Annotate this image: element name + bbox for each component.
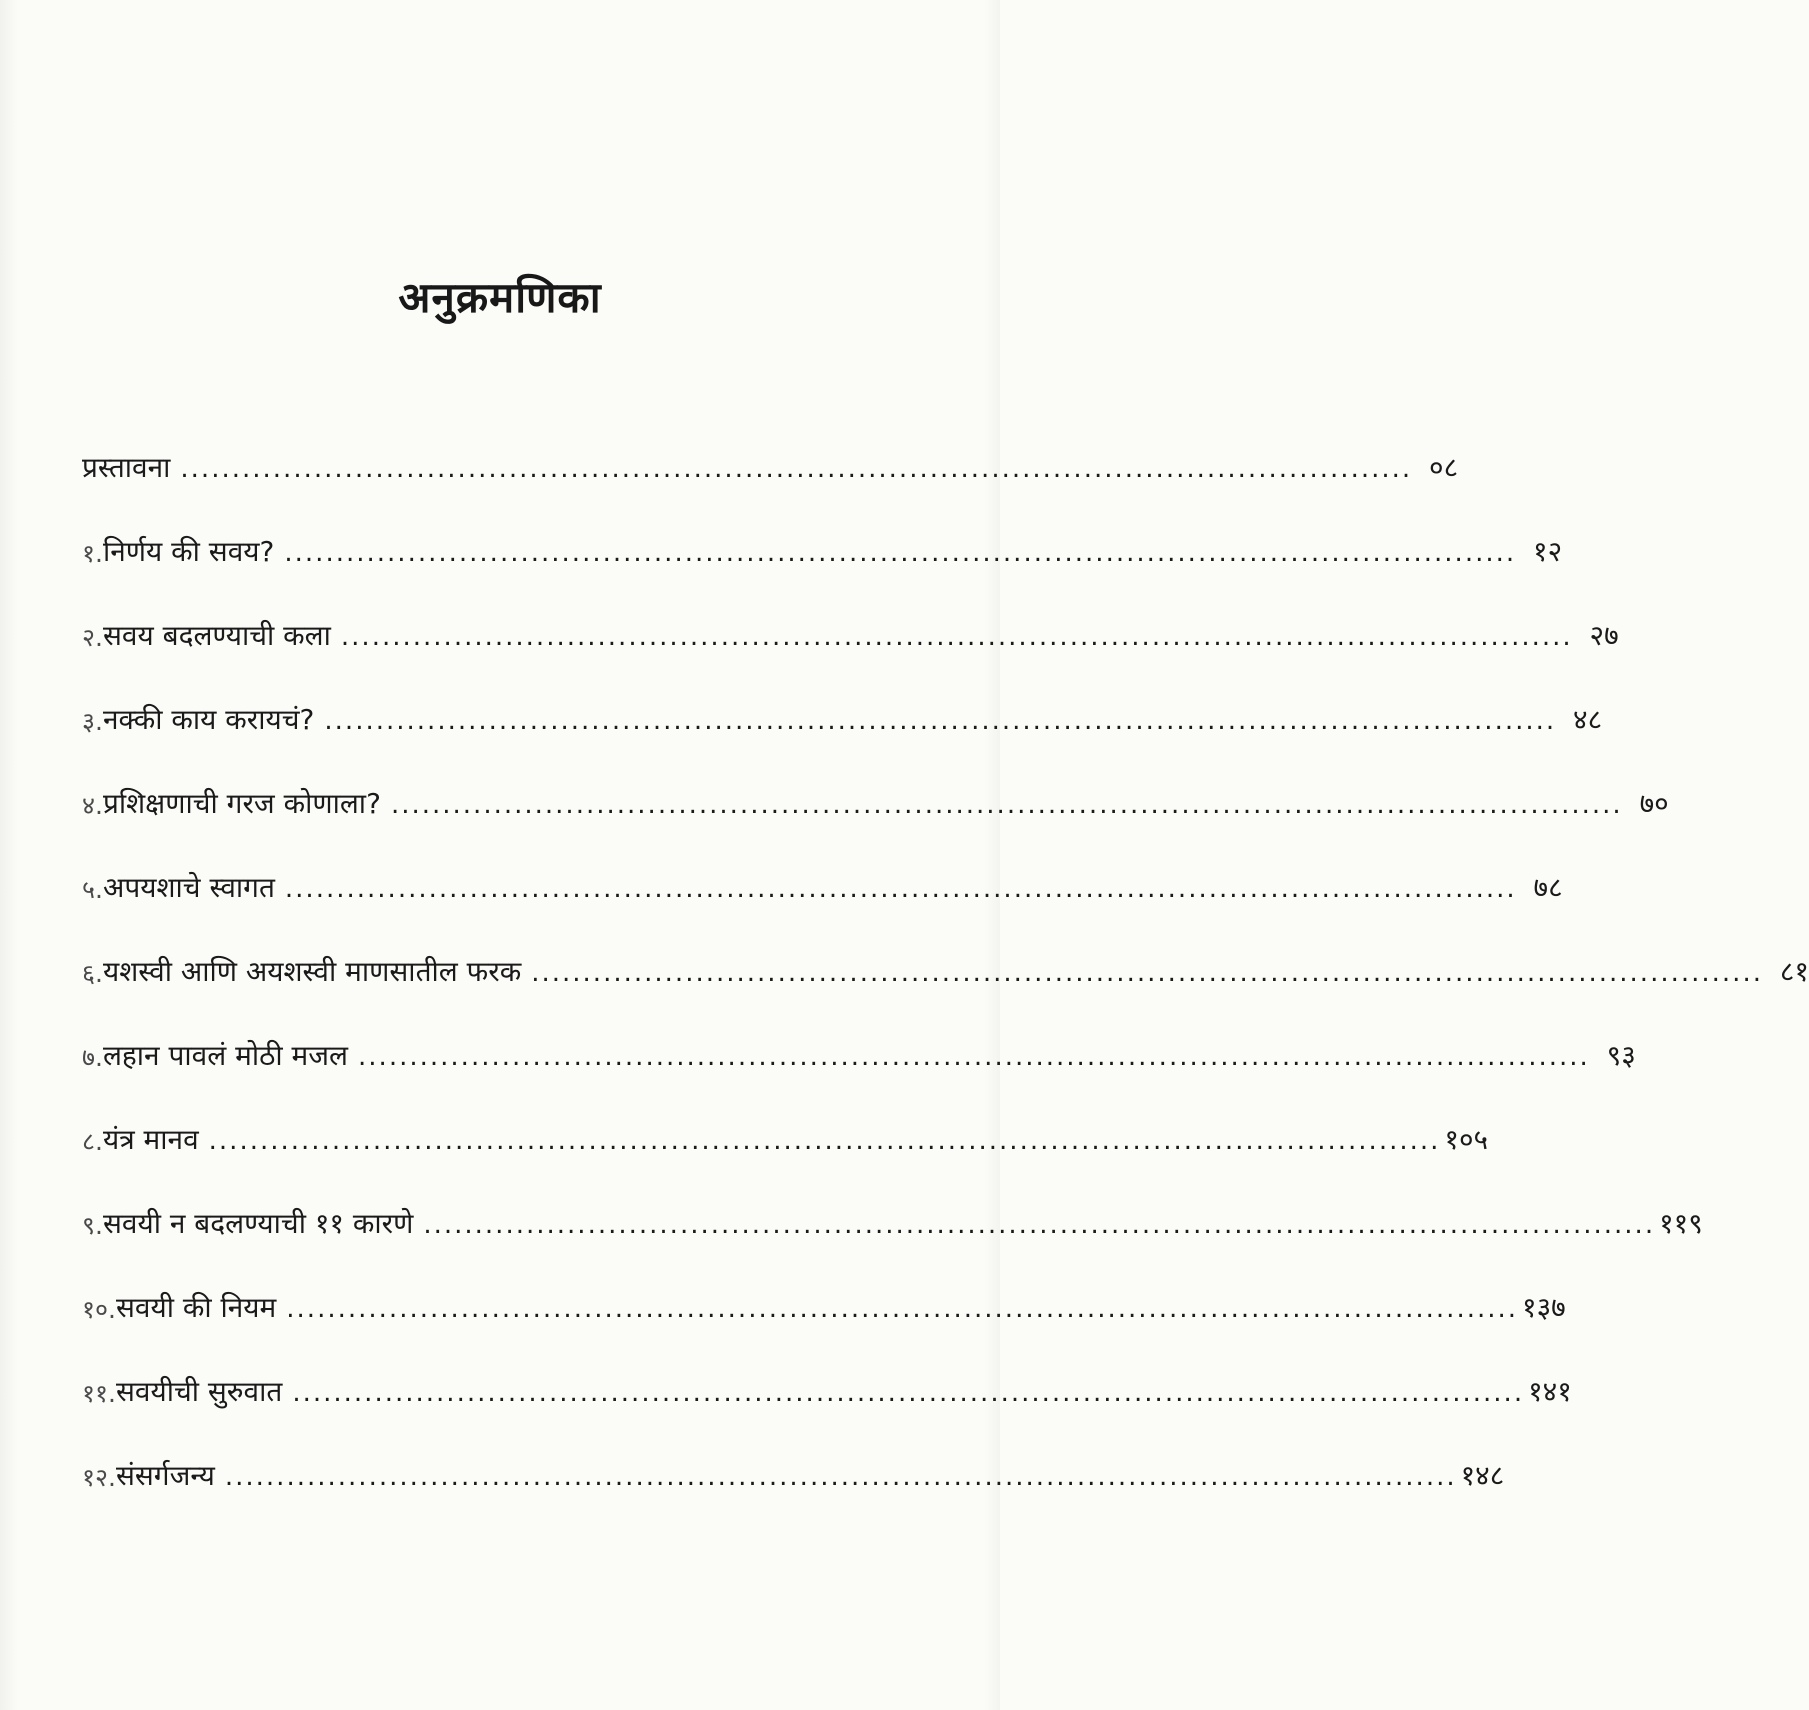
toc-entry-main bbox=[116, 1372, 1572, 1410]
page-number: ७० bbox=[1639, 787, 1669, 820]
page-number: २७ bbox=[1589, 619, 1619, 652]
dot-leader: ........................................................................................................................ bbox=[423, 1210, 1656, 1240]
toc-entry bbox=[82, 1204, 1703, 1288]
chapter-title: लहान पावलं मोठी मजल bbox=[102, 1039, 349, 1072]
dot-leader: ........................................................................................................................ bbox=[292, 1378, 1525, 1408]
toc-entry-main bbox=[103, 1204, 1703, 1242]
chapter-number: ८. bbox=[82, 1127, 103, 1156]
chapter-title: सवयी न बदलण्याची ११ कारणे bbox=[102, 1207, 414, 1240]
dot-leader: ........................................................................................................................ bbox=[531, 958, 1763, 988]
dot-leader: ........................................................................................................................ bbox=[286, 1294, 1519, 1324]
toc-entry-main bbox=[103, 616, 1619, 654]
chapter-number: ९. bbox=[82, 1211, 103, 1240]
chapter-title: यशस्वी आणि अयशस्वी माणसातील फरक bbox=[102, 955, 522, 988]
page-number: १२ bbox=[1533, 535, 1563, 568]
chapter-number: ६. bbox=[82, 959, 103, 988]
page-number: ७८ bbox=[1533, 871, 1563, 904]
toc-entry-main bbox=[82, 448, 1458, 486]
page-number: ४८ bbox=[1573, 703, 1603, 736]
page-number: ८१ bbox=[1779, 955, 1809, 988]
toc-entry-main bbox=[116, 1456, 1504, 1494]
dot-leader: ........................................................................................................................ bbox=[324, 706, 1557, 736]
chapter-number: ११. bbox=[82, 1379, 116, 1408]
page-number: ०८ bbox=[1429, 451, 1459, 484]
toc-entry-main bbox=[103, 784, 1669, 822]
chapter-title: सवयीची सुरुवात bbox=[115, 1375, 283, 1408]
page-number: १३७ bbox=[1522, 1291, 1566, 1324]
toc-entry bbox=[82, 868, 1563, 952]
chapter-title: सवय बदलण्याची कला bbox=[102, 619, 331, 652]
dot-leader: ........................................................................................................................ bbox=[284, 538, 1517, 568]
toc-entry-main bbox=[116, 1288, 1566, 1326]
chapter-title: प्रशिक्षणाची गरज कोणाला? bbox=[102, 787, 381, 820]
toc-entry-main bbox=[103, 532, 1562, 570]
table-of-contents bbox=[82, 448, 1809, 1540]
dot-leader: ........................................................................................................................ bbox=[340, 622, 1573, 652]
toc-entry bbox=[82, 448, 1459, 532]
chapter-title: अपयशाचे स्वागत bbox=[102, 871, 275, 904]
toc-entry-main bbox=[103, 700, 1602, 738]
toc-entry bbox=[82, 784, 1669, 868]
toc-entry-main bbox=[103, 952, 1809, 990]
chapter-number: १२. bbox=[82, 1463, 116, 1492]
dot-leader: ........................................................................................................................ bbox=[358, 1042, 1590, 1072]
toc-entry bbox=[82, 1120, 1489, 1204]
chapter-number: २. bbox=[82, 623, 103, 652]
dot-leader: ........................................................................................................................ bbox=[224, 1462, 1457, 1492]
page-number: ११९ bbox=[1659, 1207, 1703, 1240]
chapter-title: यंत्र मानव bbox=[102, 1123, 199, 1156]
chapter-title: सवयी की नियम bbox=[115, 1291, 277, 1324]
chapter-number: ७. bbox=[82, 1043, 103, 1072]
toc-entry bbox=[82, 616, 1619, 700]
toc-entry-main bbox=[103, 1036, 1636, 1074]
toc-entry bbox=[82, 952, 1809, 1036]
dot-leader: ........................................................................................................................ bbox=[180, 454, 1413, 484]
toc-entry bbox=[82, 1456, 1505, 1540]
toc-entry-main bbox=[103, 1120, 1488, 1158]
toc-entry bbox=[82, 1288, 1566, 1372]
page-number: १४१ bbox=[1528, 1375, 1572, 1408]
page-number: ९३ bbox=[1606, 1039, 1636, 1072]
chapter-number: ३. bbox=[82, 707, 103, 736]
dot-leader: ........................................................................................................................ bbox=[284, 874, 1517, 904]
page-title: अनुक्रमणिका bbox=[398, 273, 602, 322]
toc-entry-main bbox=[103, 868, 1563, 906]
dot-leader: ........................................................................................................................ bbox=[390, 790, 1623, 820]
chapter-number: ४. bbox=[82, 791, 103, 820]
chapter-number: ५. bbox=[82, 875, 103, 904]
chapter-title: प्रस्तावना bbox=[82, 451, 171, 484]
chapter-title: नक्की काय करायचं? bbox=[102, 703, 315, 736]
chapter-title: संसर्गजन्य bbox=[115, 1459, 215, 1492]
chapter-number: १. bbox=[82, 539, 103, 568]
chapter-title: निर्णय की सवय? bbox=[102, 535, 275, 568]
page-number: १०५ bbox=[1444, 1123, 1489, 1156]
toc-entry bbox=[82, 1036, 1636, 1120]
page-number: १४८ bbox=[1460, 1459, 1505, 1492]
toc-entry bbox=[82, 532, 1563, 616]
chapter-number: १०. bbox=[82, 1295, 116, 1324]
toc-entry bbox=[82, 700, 1603, 784]
toc-entry bbox=[82, 1372, 1572, 1456]
dot-leader: ........................................................................................................................ bbox=[208, 1126, 1441, 1156]
